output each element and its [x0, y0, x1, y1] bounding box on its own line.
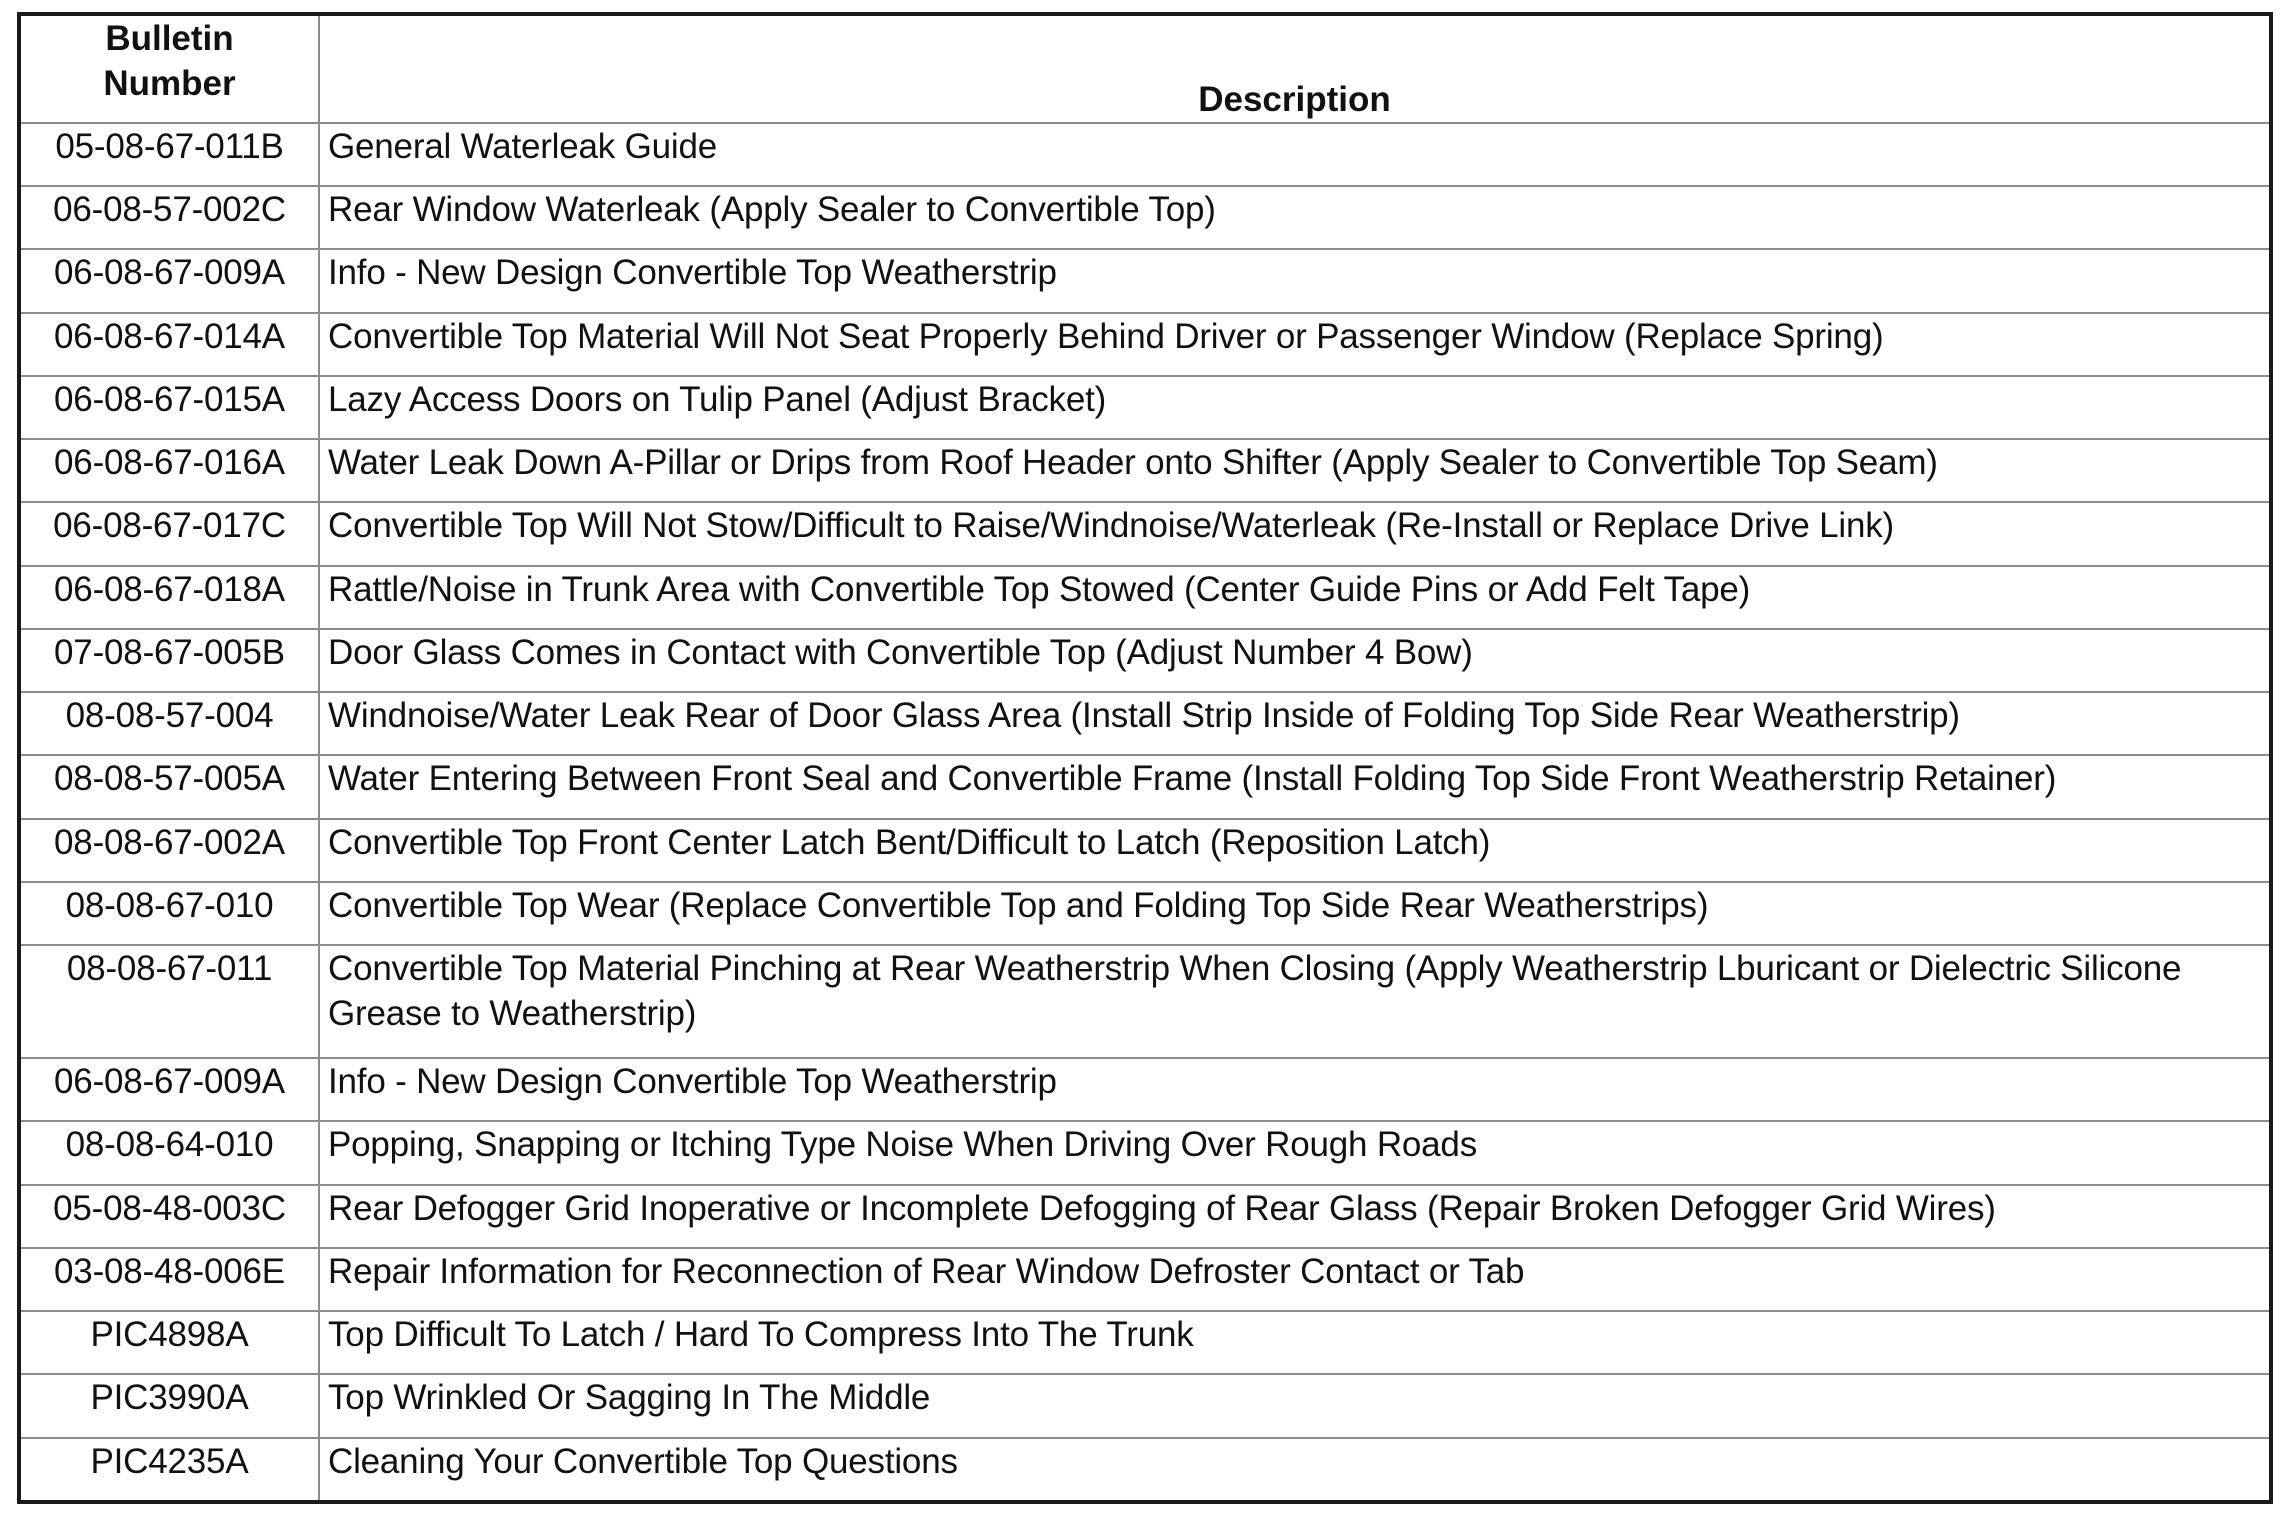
bulletin-header-line-2: Number: [103, 64, 236, 103]
bulletin-number-cell: 06-08-67-016A: [21, 439, 319, 502]
table-row: [21, 945, 2269, 1058]
bulletin-number-cell: 06-08-67-018A: [21, 566, 319, 629]
bulletin-number-cell: 08-08-57-004: [21, 692, 319, 755]
table-row: [21, 692, 2269, 755]
description-cell: General Waterleak Guide: [319, 123, 2269, 186]
description-cell: Convertible Top Wear (Replace Convertible Top and Folding Top Side Rear Weatherstrips): [319, 882, 2269, 945]
table-row: [21, 566, 2269, 629]
table-row: [21, 376, 2269, 439]
table-row: [21, 186, 2269, 249]
table-row: [21, 123, 2269, 186]
bulletin-number-cell: 06-08-57-002C: [21, 186, 319, 249]
bulletin-table: [21, 16, 2269, 1500]
bulletin-header-line-1: Bulletin: [105, 19, 234, 58]
table-row: [21, 1248, 2269, 1311]
description-cell: Windnoise/Water Leak Rear of Door Glass Area (Install Strip Inside of Folding Top Side Rear Weatherstrip): [319, 692, 2269, 755]
bulletin-number-header: [21, 16, 319, 123]
bulletin-number-cell: 08-08-67-002A: [21, 819, 319, 882]
table-row: [21, 882, 2269, 945]
description-cell: Top Difficult To Latch / Hard To Compress Into The Trunk: [319, 1311, 2269, 1374]
bulletin-table-frame: [17, 12, 2273, 1504]
description-cell: Convertible Top Material Will Not Seat Properly Behind Driver or Passenger Window (Replace Spring): [319, 313, 2269, 376]
bulletin-number-cell: 03-08-48-006E: [21, 1248, 319, 1311]
description-cell: Water Leak Down A-Pillar or Drips from Roof Header onto Shifter (Apply Sealer to Convertible Top Seam): [319, 439, 2269, 502]
bulletin-number-cell: 05-08-48-003C: [21, 1185, 319, 1248]
bulletin-number-cell: 08-08-57-005A: [21, 755, 319, 818]
bulletin-number-cell: 05-08-67-011B: [21, 123, 319, 186]
table-row: [21, 439, 2269, 502]
table-row: [21, 629, 2269, 692]
bulletin-number-cell: 08-08-67-010: [21, 882, 319, 945]
table-row: [21, 313, 2269, 376]
bulletin-number-cell: PIC3990A: [21, 1374, 319, 1437]
description-cell: Convertible Top Material Pinching at Rear Weatherstrip When Closing (Apply Weatherstrip Lburicant or Dielectric Silicone Grease to Weatherstrip): [319, 945, 2269, 1058]
table-row: [21, 1374, 2269, 1437]
table-row: [21, 1058, 2269, 1121]
table-row: [21, 755, 2269, 818]
table-body: [21, 123, 2269, 1500]
table-row: [21, 1185, 2269, 1248]
table-header-row: [21, 16, 2269, 123]
description-cell: Repair Information for Reconnection of Rear Window Defroster Contact or Tab: [319, 1248, 2269, 1311]
description-cell: Cleaning Your Convertible Top Questions: [319, 1438, 2269, 1500]
bulletin-number-cell: 06-08-67-009A: [21, 249, 319, 312]
description-cell: Rattle/Noise in Trunk Area with Convertible Top Stowed (Center Guide Pins or Add Felt Tape): [319, 566, 2269, 629]
description-cell: Door Glass Comes in Contact with Convertible Top (Adjust Number 4 Bow): [319, 629, 2269, 692]
bulletin-number-cell: 08-08-64-010: [21, 1121, 319, 1184]
table-row: [21, 1311, 2269, 1374]
table-row: [21, 502, 2269, 565]
description-cell: Popping, Snapping or Itching Type Noise When Driving Over Rough Roads: [319, 1121, 2269, 1184]
description-cell: Lazy Access Doors on Tulip Panel (Adjust Bracket): [319, 376, 2269, 439]
description-cell: Rear Defogger Grid Inoperative or Incomplete Defogging of Rear Glass (Repair Broken Defogger Grid Wires): [319, 1185, 2269, 1248]
table-row: [21, 1121, 2269, 1184]
bulletin-number-cell: 07-08-67-005B: [21, 629, 319, 692]
bulletin-number-cell: PIC4898A: [21, 1311, 319, 1374]
description-cell: Convertible Top Front Center Latch Bent/Difficult to Latch (Reposition Latch): [319, 819, 2269, 882]
table-row: [21, 819, 2269, 882]
bulletin-number-cell: PIC4235A: [21, 1438, 319, 1500]
description-cell: Info - New Design Convertible Top Weatherstrip: [319, 1058, 2269, 1121]
bulletin-number-cell: 06-08-67-015A: [21, 376, 319, 439]
bulletin-number-cell: 06-08-67-014A: [21, 313, 319, 376]
description-cell: Top Wrinkled Or Sagging In The Middle: [319, 1374, 2269, 1437]
description-header: Description: [319, 16, 2269, 123]
table-row: [21, 1438, 2269, 1500]
description-cell: Rear Window Waterleak (Apply Sealer to Convertible Top): [319, 186, 2269, 249]
description-cell: Info - New Design Convertible Top Weatherstrip: [319, 249, 2269, 312]
bulletin-number-cell: 06-08-67-017C: [21, 502, 319, 565]
bulletin-number-cell: 06-08-67-009A: [21, 1058, 319, 1121]
description-cell: Convertible Top Will Not Stow/Difficult to Raise/Windnoise/Waterleak (Re-Install or Replace Drive Link): [319, 502, 2269, 565]
description-cell: Water Entering Between Front Seal and Convertible Frame (Install Folding Top Side Front Weatherstrip Retainer): [319, 755, 2269, 818]
bulletin-number-cell: 08-08-67-011: [21, 945, 319, 1058]
table-row: [21, 249, 2269, 312]
